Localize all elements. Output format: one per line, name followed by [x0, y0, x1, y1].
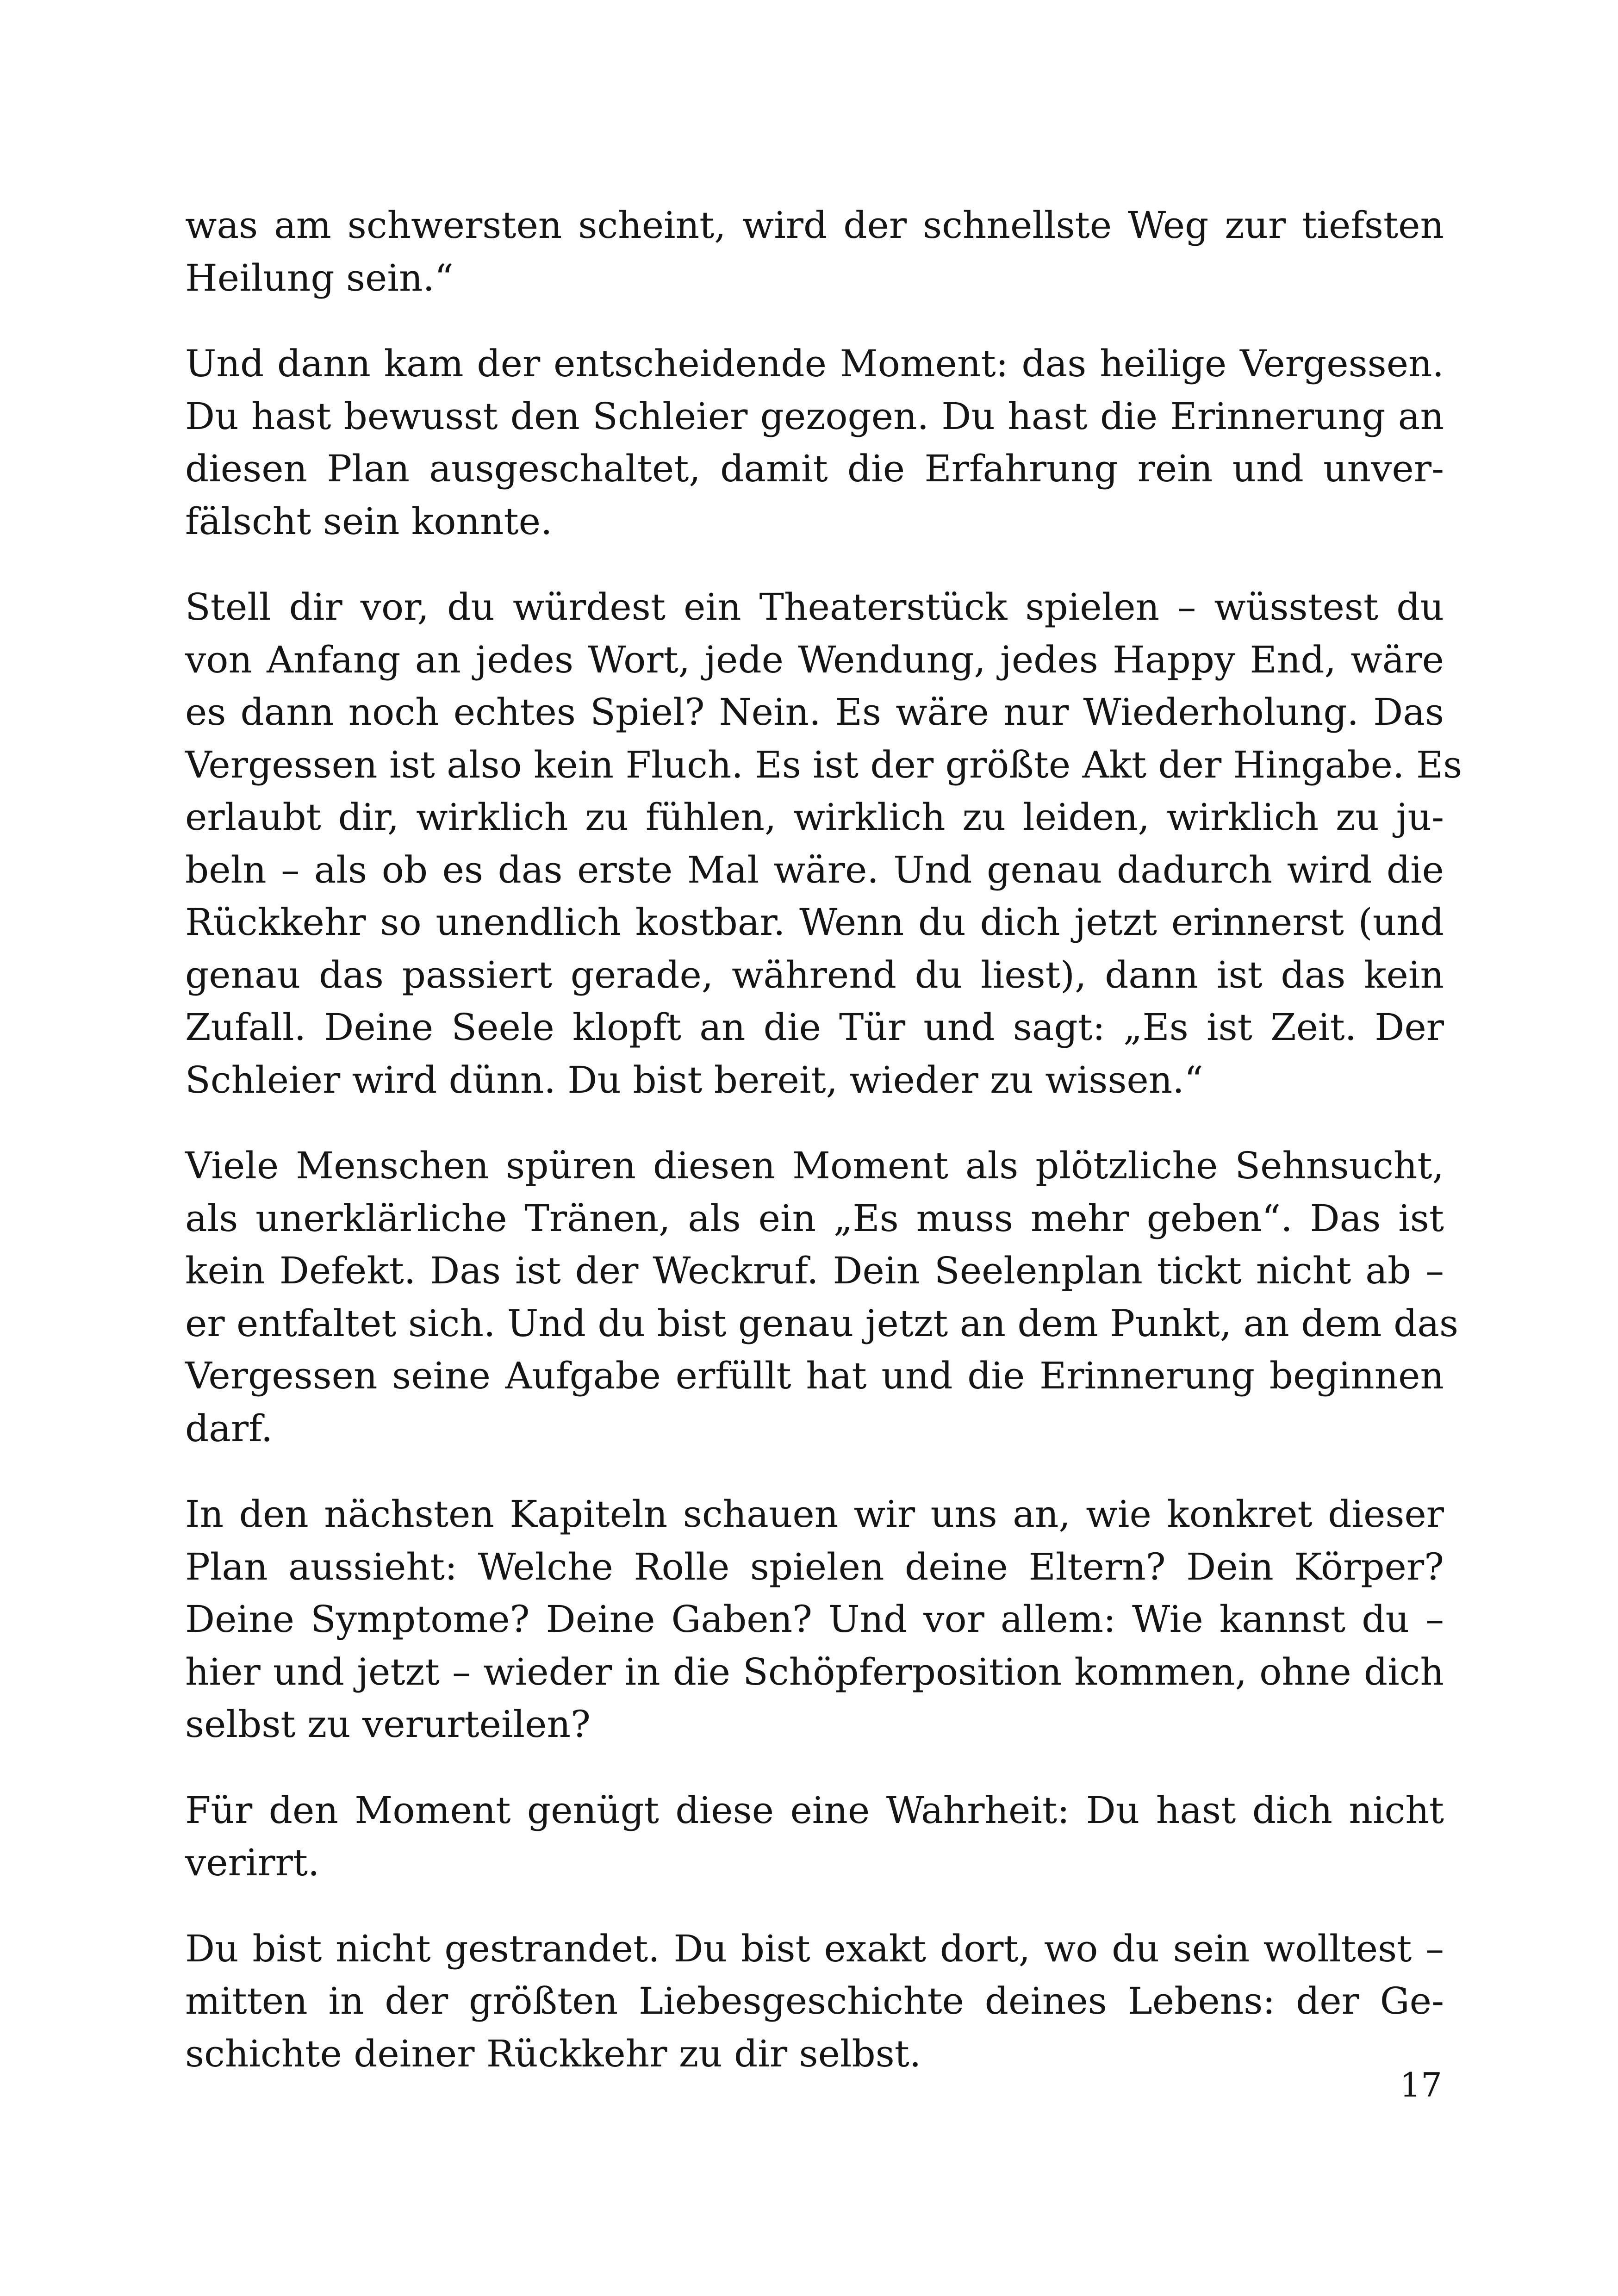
text-line: darf. — [185, 1406, 273, 1450]
text-line: Zufall. Deine Seele klopft an die Tür und sagt: „Es ist Zeit. Der — [185, 1006, 1444, 1049]
paragraph — [185, 1923, 1444, 2080]
text-line: kein Defekt. Das ist der Weckruf. Dein Seelenplan tickt nicht ab – — [185, 1249, 1444, 1292]
text-line: Heilung sein.“ — [185, 256, 454, 299]
text-line: Deine Symptome? Deine Gaben? Und vor allem: Wie kannst du – — [185, 1598, 1444, 1641]
text-line: diesen Plan ausgeschaltet, damit die Erfahrung rein und unver- — [185, 447, 1444, 490]
text-line: Du hast bewusst den Schleier gezogen. Du hast die Erinnerung an — [185, 394, 1444, 438]
text-line: beln – als ob es das erste Mal wäre. Und genau dadurch wird die — [185, 848, 1444, 891]
paragraph — [185, 1784, 1444, 1889]
paragraph — [185, 1139, 1459, 1455]
paragraph — [185, 199, 1444, 304]
paragraph — [185, 1488, 1444, 1751]
text-line: es dann noch echtes Spiel? Nein. Es wäre nur Wiederholung. Das — [185, 691, 1444, 734]
text-line: selbst zu verurteilen? — [185, 1703, 591, 1746]
text-line: Viele Menschen spüren diesen Moment als plötzliche Sehnsucht, — [185, 1144, 1444, 1187]
page-number: 17 — [1400, 2066, 1442, 2104]
text-line: Vergessen seine Aufgabe erfüllt hat und die Erinnerung beginnen — [185, 1354, 1444, 1397]
text-line: mitten in der größten Liebesgeschichte deines Lebens: der Ge- — [185, 1979, 1444, 2022]
paragraph — [185, 581, 1462, 1106]
text-line: Rückkehr so unendlich kostbar. Wenn du dich jetzt erinnerst (und — [185, 901, 1444, 944]
text-line: verirrt. — [185, 1841, 320, 1884]
text-line: als unerklärliche Tränen, als ein „Es muss mehr geben“. Das ist — [185, 1196, 1444, 1240]
text-line: was am schwersten scheint, wird der schnellste Weg zur tiefsten — [185, 204, 1444, 247]
text-line: hier und jetzt – wieder in die Schöpferposition kommen, ohne dich — [185, 1650, 1444, 1693]
text-line: Plan aussieht: Welche Rolle spielen deine Eltern? Dein Körper? — [185, 1545, 1444, 1588]
paragraph — [185, 337, 1444, 548]
text-line: Für den Moment genügt diese eine Wahrheit: Du hast dich nicht — [185, 1788, 1444, 1832]
body-text — [185, 199, 1462, 2080]
text-line: genau das passiert gerade, während du liest), dann ist das kein — [185, 953, 1444, 996]
text-line: In den nächsten Kapiteln schauen wir uns an, wie konkret dieser — [185, 1493, 1444, 1536]
text-line: schichte deiner Rückkehr zu dir selbst. — [185, 2032, 921, 2075]
text-line: fälscht sein konnte. — [185, 499, 553, 543]
text-line: er entfaltet sich. Und du bist genau jetzt an dem Punkt, an dem das — [185, 1301, 1459, 1345]
text-line: Stell dir vor, du würdest ein Theaterstück spielen – wüsstest du — [185, 585, 1444, 628]
text-line: erlaubt dir, wirklich zu fühlen, wirklich zu leiden, wirklich zu ju- — [185, 796, 1444, 839]
text-line: Vergessen ist also kein Fluch. Es ist der größte Akt der Hingabe. Es — [185, 743, 1462, 786]
text-line: Schleier wird dünn. Du bist bereit, wieder zu wissen.“ — [185, 1058, 1203, 1101]
text-line: Und dann kam der entscheidende Moment: das heilige Vergessen. — [185, 342, 1444, 385]
text-line: Du bist nicht gestrandet. Du bist exakt dort, wo du sein wolltest – — [185, 1927, 1444, 1970]
text-line: von Anfang an jedes Wort, jede Wendung, jedes Happy End, wäre — [185, 638, 1444, 681]
